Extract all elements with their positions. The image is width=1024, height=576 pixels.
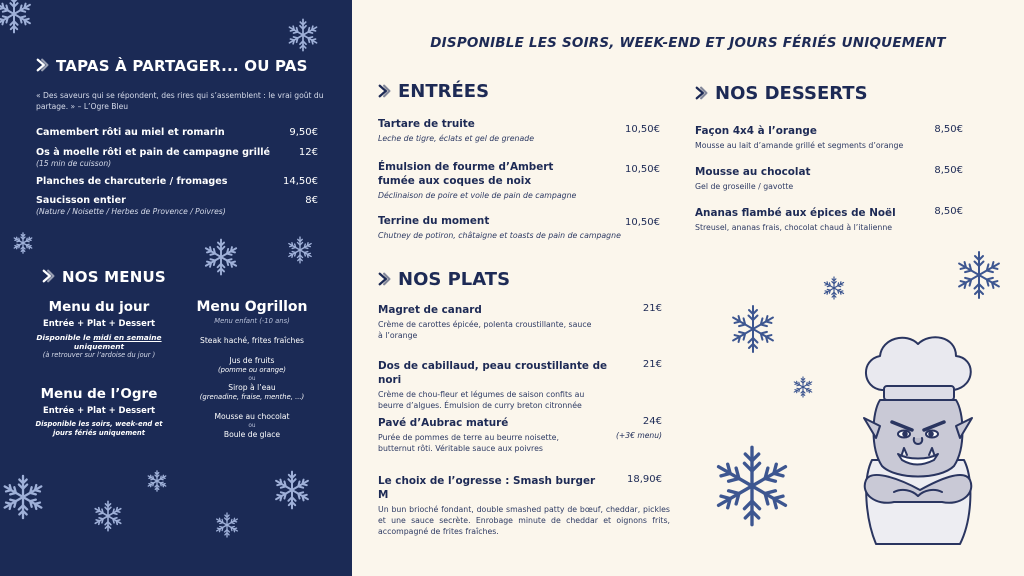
menu-de-l-ogre: [26, 386, 172, 438]
entrees-heading: [378, 81, 578, 102]
menu-or: ou: [248, 376, 256, 382]
tapas-item-price: 12€: [298, 147, 318, 158]
dish-name: Magret de canard: [378, 304, 482, 316]
menu-main: Steak haché, frites fraîches: [200, 336, 304, 345]
dish-name: Pavé d’Aubrac maturé: [378, 417, 509, 429]
dessert-item: [695, 124, 963, 151]
dish-desc: Gel de groseille / gavotte: [695, 182, 794, 191]
menu-courses: Entrée + Plat + Dessert: [43, 405, 155, 415]
tapas-item: [36, 195, 318, 216]
dish-price: 8,50€: [934, 124, 963, 135]
dish-price: 8,50€: [934, 206, 963, 217]
dish-desc: Crème de chou-fleur et légumes de saison confits au beurre d’algues. Émulsion de curry breton citronnée: [378, 390, 585, 410]
dish-desc: Un bun brioché fondant, double smashed patty de bœuf, cheddar, pickles et une sauce secrète. Enrobage minute de cheddar et oignons frits, accompagné de frites fraîches.: [378, 505, 670, 536]
menu-du-jour: [26, 299, 172, 359]
dish-price: 18,90€: [627, 474, 662, 485]
snowflake-icon: [12, 232, 34, 254]
dish-desc: Déclinaison de poire et voile de pain de campagne: [378, 191, 577, 200]
menu-drink-sub: (pomme ou orange): [218, 366, 286, 374]
tapas-item-sub: (Nature / Noisette / Herbes de Provence / Poivres): [36, 207, 226, 216]
menu-drink: Sirop à l’eau: [228, 383, 276, 392]
tapas-item-price: 9,50€: [289, 127, 318, 138]
menu-drink: Jus de fruits: [229, 356, 275, 365]
entrees-title: ENTRÉES: [398, 81, 490, 102]
snowflake-icon: [272, 470, 312, 510]
dish-name: Ananas flambé aux épices de Noël: [695, 207, 896, 219]
menu-or: ou: [248, 423, 256, 429]
dish-price: 10,50€: [625, 164, 660, 175]
tapas-item-name: Saucisson entier: [36, 195, 126, 206]
dish-name: Le choix de l’ogresse : Smash burger M: [378, 475, 596, 501]
dish-price-extra: (+3€ menu): [615, 431, 662, 440]
menu-dessert: Mousse au chocolat: [214, 412, 290, 421]
menu-note: Disponible les soirs, week-end et jours fériés uniquement: [35, 420, 163, 437]
snowflake-icon: [286, 18, 320, 52]
tapas-item-price: 8€: [305, 195, 318, 206]
entree-item: [378, 214, 660, 241]
menus-heading: [42, 268, 242, 286]
snowflake-icon: [792, 376, 814, 398]
tapas-item-name: Planches de charcuterie / fromages: [36, 176, 228, 187]
tapas-item-name: Os à moelle rôti et pain de campagne grillé: [36, 147, 271, 158]
left-panel: [0, 0, 352, 576]
chevron-right-icon: [695, 85, 709, 101]
snowflake-icon: [92, 500, 124, 532]
menu-drink-sub: (grenadine, fraise, menthe, ...): [199, 393, 305, 401]
tapas-quote: « Des saveurs qui se répondent, des rires qui s’assemblent : le vrai goût du partage. » – L’Ogre Bleu: [36, 91, 324, 111]
dish-desc: Chutney de potiron, châtaigne et toasts de pain de campagne: [378, 231, 621, 240]
dish-price: 10,50€: [625, 217, 660, 228]
menu-note-sub: (à retrouver sur l’ardoise du jour ): [42, 351, 156, 359]
tapas-item: [36, 147, 318, 168]
right-panel: [352, 0, 1024, 576]
dish-name: Dos de cabillaud, peau croustillante de nori: [378, 360, 608, 386]
desserts-heading: [695, 83, 915, 104]
snowflake-icon: [146, 470, 168, 492]
menu-dessert: Boule de glace: [223, 430, 281, 439]
dish-price: 24€: [642, 416, 662, 427]
snowflake-icon: [822, 276, 846, 300]
menus-title: NOS MENUS: [62, 268, 166, 286]
dish-desc: Purée de pommes de terre au beurre noisette, butternut rôti. Véritable sauce aux poivres: [378, 433, 559, 453]
menu-sub: Menu enfant (-10 ans): [214, 317, 290, 325]
snowflake-icon: [710, 444, 794, 528]
snowflake-icon: [214, 512, 240, 538]
dish-price: 21€: [642, 303, 662, 314]
snowflake-icon: [286, 236, 314, 264]
chevron-right-icon: [42, 268, 56, 284]
tapas-item: [36, 176, 318, 187]
dish-name: Tartare de truite: [378, 118, 475, 130]
dish-name: Façon 4x4 à l’orange: [695, 125, 817, 137]
chevron-right-icon: [378, 271, 392, 287]
entree-item: [378, 160, 660, 201]
plat-item: [378, 416, 662, 454]
dish-desc: Streusel, ananas frais, chocolat chaud à l’italienne: [695, 223, 893, 232]
menu-courses: Entrée + Plat + Dessert: [43, 318, 155, 328]
menu-title: Menu du jour: [48, 299, 150, 315]
availability-tagline: DISPONIBLE LES SOIRS, WEEK-END ET JOURS FÉRIÉS UNIQUEMENT: [430, 35, 946, 51]
dish-desc: Leche de tigre, éclats et gel de grenade: [378, 134, 534, 143]
menu-ogrillon: [180, 299, 324, 440]
entree-item: [378, 117, 660, 144]
plat-item: [378, 359, 662, 411]
snowflake-icon: [954, 250, 1004, 300]
dish-name: Émulsion de fourme d’Ambert fumée aux coques de noix: [378, 161, 554, 187]
chevron-right-icon: [36, 57, 50, 73]
tapas-item-price: 14,50€: [283, 176, 318, 187]
plats-title: NOS PLATS: [398, 269, 511, 290]
menu-title: Menu de l’Ogre: [40, 386, 158, 402]
tapas-title: TAPAS À PARTAGER... OU PAS: [56, 57, 308, 75]
dish-price: 8,50€: [934, 165, 963, 176]
menu-title: Menu Ogrillon: [196, 299, 308, 315]
dish-desc: Crème de carottes épicée, polenta croustillante, sauce à l’orange: [378, 320, 592, 340]
ogre-chef-illustration: [842, 330, 992, 548]
dish-desc: Mousse au lait d’amande grillé et segments d’orange: [695, 141, 904, 150]
plats-heading: [378, 269, 578, 290]
tapas-item: [36, 127, 318, 138]
dish-name: Mousse au chocolat: [695, 166, 811, 178]
dish-price: 21€: [642, 359, 662, 370]
dish-price: 10,50€: [625, 124, 660, 135]
snowflake-icon: [0, 474, 46, 520]
snowflake-icon: [728, 304, 778, 354]
snowflake-icon: [0, 0, 34, 34]
dessert-item: [695, 165, 963, 192]
tapas-item-sub: (15 min de cuisson): [36, 159, 112, 168]
tapas-item-name: Camembert rôti au miel et romarin: [36, 127, 225, 138]
plat-item: [378, 474, 670, 537]
menu-note: Disponible le midi en semaine uniquement: [36, 333, 162, 351]
desserts-title: NOS DESSERTS: [715, 83, 868, 104]
chevron-right-icon: [378, 83, 392, 99]
dish-name: Terrine du moment: [378, 215, 490, 227]
plat-item: [378, 303, 662, 341]
dessert-item: [695, 206, 963, 233]
tapas-heading: [36, 57, 336, 75]
